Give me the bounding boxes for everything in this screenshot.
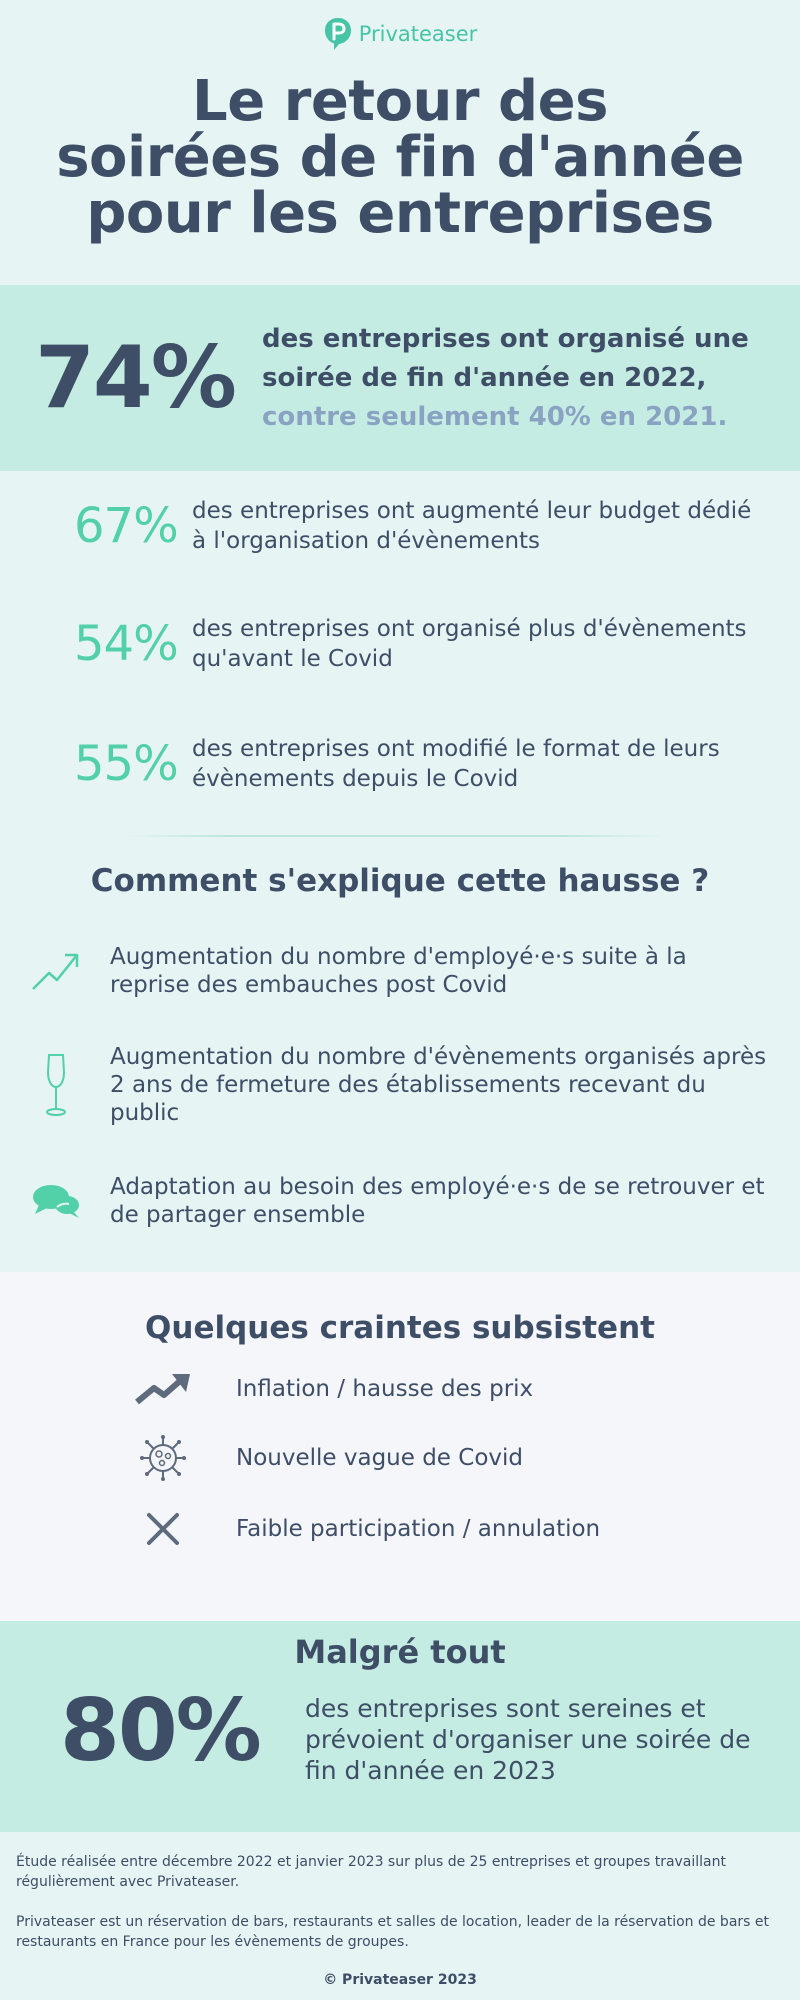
fear-text: Faible participation / annulation bbox=[236, 1516, 601, 1542]
fears-section bbox=[0, 1272, 800, 1621]
despite-title: Malgré tout bbox=[294, 1633, 506, 1671]
header bbox=[0, 0, 800, 285]
stat-description: des entreprises ont augmenté leur budget dédié à l'organisation d'évènements bbox=[192, 498, 752, 554]
privateaser-logo-icon bbox=[323, 16, 353, 52]
study-note: Étude réalisée entre décembre 2022 et janvier 2023 sur plus de 25 entreprises et groupes travaillant régulièrement avec Privateaser. bbox=[16, 1854, 727, 1890]
stat-percentage: 67% bbox=[74, 498, 178, 554]
fear-item-inflation bbox=[130, 1365, 533, 1413]
reason-text: Adaptation au besoin des employé·e·s de se retrouver et de partager ensemble bbox=[110, 1174, 765, 1228]
stats-section bbox=[0, 471, 800, 1272]
inflation-arrow-icon bbox=[130, 1365, 196, 1413]
fear-item-covid bbox=[130, 1434, 523, 1482]
reason-text: Augmentation du nombre d'évènements organisés après 2 ans de fermeture des établissements recevant du public bbox=[110, 1044, 767, 1126]
fear-text: Nouvelle vague de Covid bbox=[236, 1445, 523, 1471]
hero-text-main: des entreprises ont organisé une soirée de fin d'année en 2022, bbox=[262, 323, 749, 393]
about-note: Privateaser est un réservation de bars, restaurants et salles de location, leader de la réservation de bars et restaurants en France pour les évènements de groupes. bbox=[16, 1914, 769, 1950]
brand-name: Privateaser bbox=[358, 22, 478, 46]
stat-description: des entreprises ont organisé plus d'évènements qu'avant le Covid bbox=[192, 616, 747, 672]
despite-description: des entreprises sont sereines et prévoient d'organiser une soirée de fin d'année en 2023 bbox=[305, 1694, 751, 1785]
cross-icon bbox=[130, 1505, 196, 1553]
fear-text: Inflation / hausse des prix bbox=[236, 1376, 534, 1402]
hero-description bbox=[260, 320, 800, 437]
fears-title: Quelques craintes subsistent bbox=[145, 1310, 655, 1346]
stat-description: des entreprises ont modifié le format de leurs évènements depuis le Covid bbox=[192, 736, 720, 792]
despite-percentage: 80% bbox=[60, 1681, 260, 1781]
copyright: © Privateaser 2023 bbox=[323, 1972, 477, 1988]
stat-row-more-events bbox=[74, 614, 760, 674]
reason-item-together bbox=[30, 1171, 770, 1231]
reason-text: Augmentation du nombre d'employé·e·s suite à la reprise des embauches post Covid bbox=[110, 944, 687, 998]
chat-bubbles-icon bbox=[30, 1171, 82, 1231]
champagne-glass-icon bbox=[30, 1055, 82, 1115]
reason-item-reopening bbox=[30, 1043, 770, 1127]
hero-percentage: 74% bbox=[35, 328, 235, 428]
reasons-title: Comment s'explique cette hausse ? bbox=[90, 863, 710, 899]
hero-text-comparison: contre seulement 40% en 2021. bbox=[262, 401, 728, 432]
stat-percentage: 55% bbox=[74, 736, 178, 792]
trending-up-icon bbox=[30, 941, 82, 1001]
brand-logo[interactable] bbox=[0, 16, 800, 52]
title-line-3: pour les entreprises bbox=[86, 181, 714, 246]
page-title bbox=[0, 69, 800, 246]
stat-row-format bbox=[74, 734, 760, 794]
reason-item-hiring bbox=[30, 941, 770, 1001]
virus-icon bbox=[130, 1434, 196, 1482]
despite-section bbox=[0, 1621, 800, 1832]
stat-row-budget bbox=[74, 496, 760, 556]
section-divider bbox=[125, 835, 665, 837]
hero-stat-banner bbox=[0, 285, 800, 471]
fear-item-participation bbox=[130, 1505, 600, 1553]
title-line-2: soirées de fin d'année bbox=[56, 125, 744, 190]
stat-percentage: 54% bbox=[74, 616, 178, 672]
title-line-1: Le retour des bbox=[192, 69, 608, 134]
footer bbox=[0, 1832, 800, 2000]
